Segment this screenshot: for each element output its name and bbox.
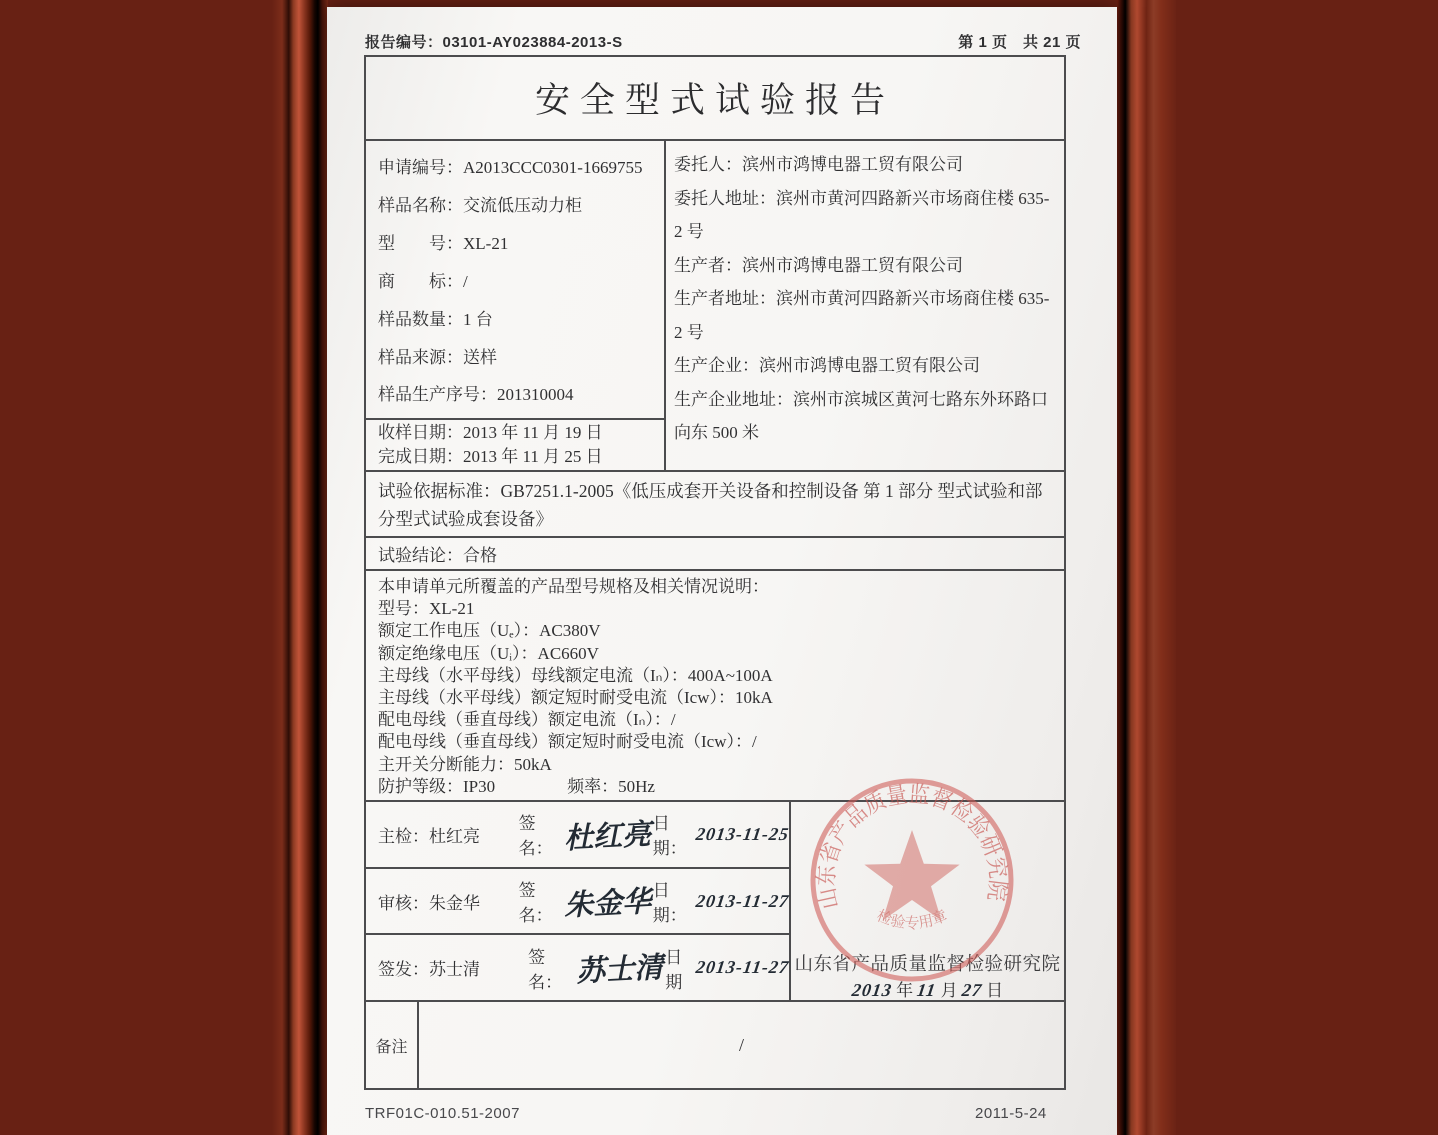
sign-label: 签名： — [518, 881, 553, 925]
field-receive-date: 收样日期：2013 年 11 月 19 日 — [378, 423, 603, 442]
field-complete-date: 完成日期：2013 年 11 月 25 日 — [378, 447, 603, 466]
svg-text:检验专用章 — [874, 906, 949, 932]
document-header — [365, 31, 1081, 52]
spec-dist-busbar-withstand: 配电母线（垂直母线）额定短时耐受电流（Icw）：/ — [378, 732, 757, 752]
year-unit: 年 — [896, 981, 914, 1000]
chief-inspector-name: 主检：杜红亮 — [378, 826, 480, 846]
spec-rated-voltage: 额定工作电压（Uₑ）：AC380V — [378, 621, 601, 641]
day-unit: 日 — [986, 981, 1004, 1000]
field-producer-address: 生产者地址：滨州市黄河四路新兴市场商住楼 635-2 号 — [674, 289, 1050, 342]
field-client-address: 委托人地址：滨州市黄河四路新兴市场商住楼 635-2 号 — [674, 188, 1050, 241]
sample-info-right-column — [666, 141, 1064, 470]
field-producer: 生产者：滨州市鸿博电器工贸有限公司 — [674, 255, 963, 275]
spec-frequency: 频率：50Hz — [567, 776, 655, 796]
stamp-cell — [791, 781, 1064, 1000]
reviewer-date: 2013-11-27 — [694, 890, 791, 911]
date-label: 日期 — [665, 947, 683, 992]
form-date: 2011-5-24 — [975, 1105, 1047, 1122]
signature-rows — [366, 802, 791, 1000]
seal-ring-text: 山东省产品质量监督检验研究院 — [813, 781, 1011, 912]
report-title: 安全型式试验报告 — [534, 81, 895, 120]
field-application-no: 申请编号：A2013CCC0301-1669755 — [378, 158, 643, 178]
test-conclusion-text: 试验结论：合格 — [378, 546, 497, 565]
chief-inspector-signature: 杜红亮 — [563, 818, 652, 856]
test-conclusion-row — [366, 538, 1064, 571]
issuer-signature: 苏士清 — [575, 951, 665, 989]
official-seal-stamp — [807, 775, 1017, 985]
sign-label: 签名： — [518, 814, 553, 859]
stamp-date-year: 2013 — [850, 980, 894, 1000]
remark-row — [366, 1002, 1064, 1088]
sample-info-section — [366, 141, 1064, 472]
report-number: 报告编号：03101-AY023884-2013-S — [365, 34, 623, 51]
field-manufacturer-address: 生产企业地址：滨州市滨城区黄河七路东外环路口 向东 500 米 — [674, 389, 1048, 442]
date-fields — [366, 420, 664, 470]
seal-bottom-text: 检验专用章 — [874, 908, 950, 932]
spec-protection-grade: 防护等级：IP30 — [378, 776, 496, 796]
date-label: 日期： — [652, 881, 687, 925]
field-serial-no: 样品生产序号：201310004 — [378, 385, 574, 405]
spec-model: 型号：XL-21 — [378, 599, 475, 619]
field-trademark: 商 标：/ — [378, 271, 468, 291]
spec-insulation-voltage: 额定绝缘电压（Uᵢ）：AC660V — [378, 643, 599, 663]
spec-intro: 本申请单元所覆盖的产品型号规格及相关情况说明： — [378, 577, 769, 596]
reviewer-name: 审核：朱金华 — [378, 893, 480, 913]
issuer-row — [366, 935, 789, 1000]
remark-value: / — [738, 1034, 744, 1055]
spec-dist-busbar-current: 配电母线（垂直母线）额定电流（Iₙ）：/ — [378, 710, 676, 730]
chief-inspector-date: 2013-11-25 — [694, 823, 791, 844]
remark-label: 备注 — [366, 1002, 419, 1088]
field-manufacturer: 生产企业：滨州市鸿博电器工贸有限公司 — [674, 356, 980, 375]
reviewer-row — [366, 869, 789, 936]
sign-label: 签名： — [528, 947, 563, 992]
chief-inspector-row — [366, 802, 789, 869]
report-title-row — [366, 57, 1064, 141]
test-standard-row — [366, 472, 1064, 538]
stamp-date-day: 27 — [960, 980, 984, 1000]
page-indicator: 第 1 页 共 21 页 — [958, 34, 1081, 51]
spec-main-busbar-withstand: 主母线（水平母线）额定短时耐受电流（Icw）：10kA — [378, 688, 773, 708]
form-code: TRF01C-010.51-2007 — [365, 1105, 520, 1122]
field-quantity: 样品数量：1 台 — [378, 309, 493, 329]
reviewer-signature: 朱金华 — [563, 885, 652, 922]
wood-frame-right-edge — [1117, 0, 1176, 1135]
product-spec-section — [366, 571, 1064, 802]
stamp-date-month: 11 — [916, 980, 938, 1000]
wood-frame-left-edge — [272, 0, 328, 1135]
institute-name: 山东省产品质量监督检验研究院 — [794, 955, 1061, 975]
issuer-date: 2013-11-27 — [694, 957, 791, 978]
sample-fields — [366, 141, 664, 420]
test-standard-text: 试验依据标准：GB7251.1-2005《低压成套开关设备和控制设备 第 1 部分 型式试验和部分型式试验成套设备》 — [378, 481, 1043, 529]
field-client: 委托人：滨州市鸿博电器工贸有限公司 — [674, 155, 963, 174]
issuer-name: 签发：苏士清 — [378, 960, 480, 980]
field-model: 型 号：XL-21 — [378, 234, 509, 254]
field-sample-name: 样品名称：交流低压动力柜 — [378, 196, 582, 216]
spec-breaking-capacity: 主开关分断能力：50kA — [378, 754, 552, 774]
field-sample-source: 样品来源：送样 — [378, 347, 497, 367]
seal-star-icon — [864, 830, 959, 921]
document-page — [327, 7, 1117, 1135]
document-footer — [327, 1105, 1117, 1129]
sample-info-left-column — [366, 141, 666, 470]
date-label: 日期： — [652, 814, 687, 859]
report-table — [364, 55, 1066, 1090]
spec-main-busbar-current: 主母线（水平母线）母线额定电流（Iₙ）：400A~100A — [378, 665, 773, 685]
month-unit: 月 — [940, 981, 958, 1000]
